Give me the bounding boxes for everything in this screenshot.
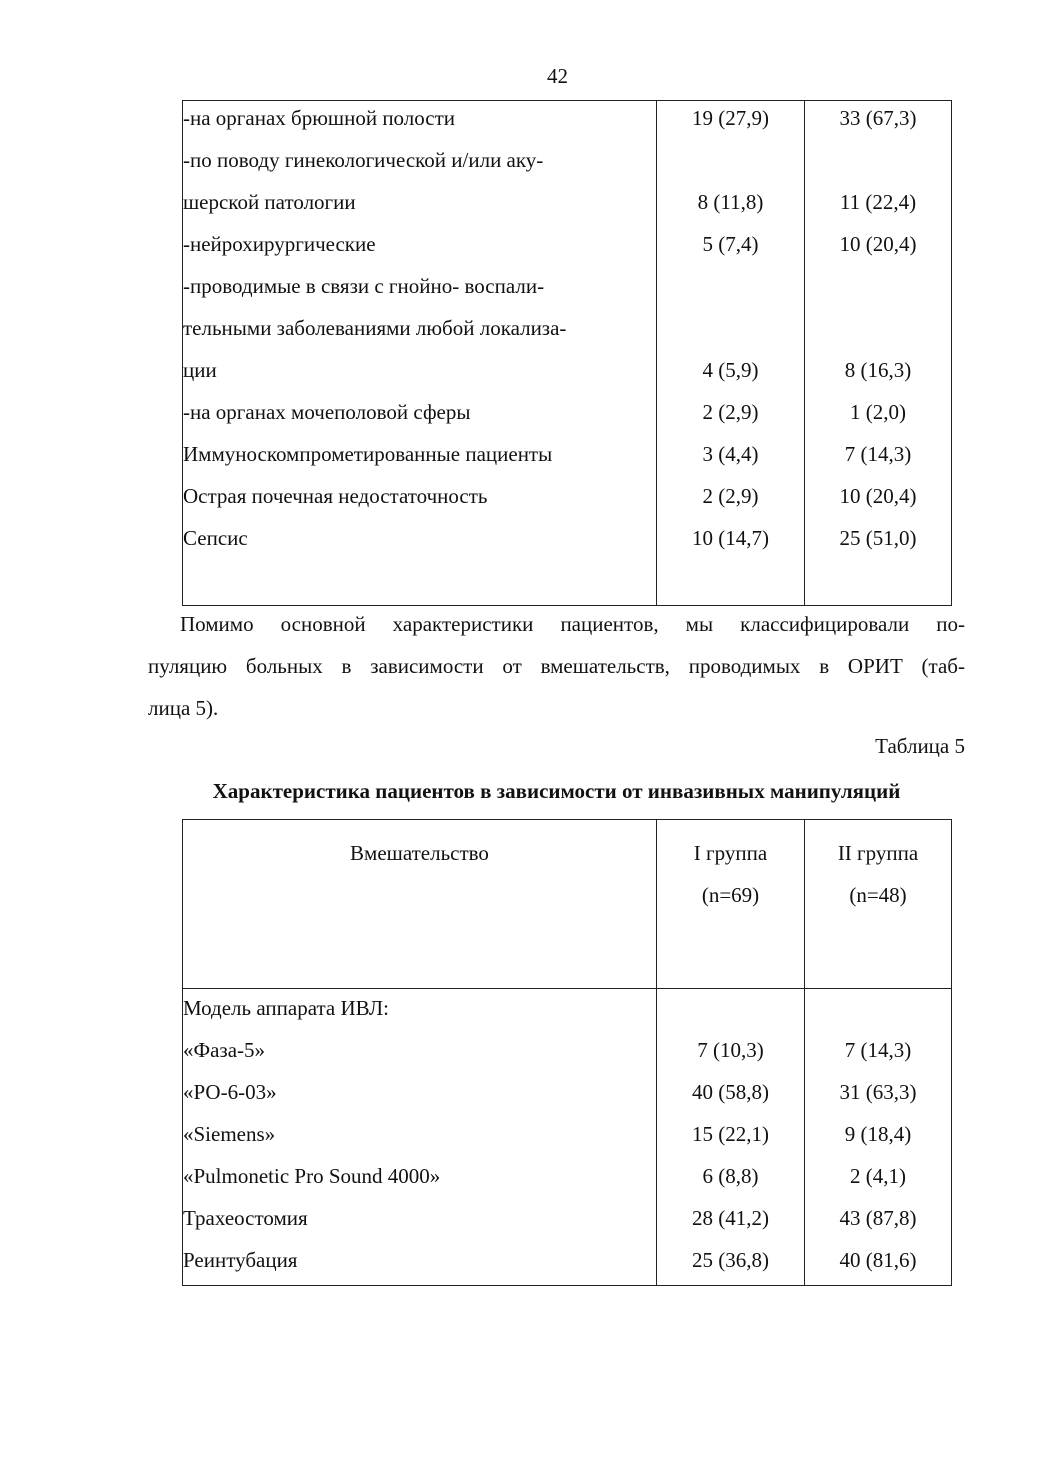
group1-value: 6 (8,8) xyxy=(702,1164,759,1188)
group1-value: 2 (2,9) xyxy=(702,484,759,508)
row-label: -на органах мочеполовой сферы xyxy=(183,400,471,424)
paragraph-line: лица 5). xyxy=(148,696,219,720)
header-label: II группа xyxy=(837,841,919,865)
spacer xyxy=(657,311,804,353)
group1-value: 3 (4,4) xyxy=(702,442,759,466)
row-label: Реинтубация xyxy=(183,1248,298,1272)
spacer xyxy=(805,991,951,1033)
spacer xyxy=(805,269,951,311)
group2-value: 11 (22,4) xyxy=(839,190,917,214)
group1-value: 28 (41,2) xyxy=(692,1206,769,1230)
row-label: «Pulmonetic Pro Sound 4000» xyxy=(183,1164,441,1188)
group2-value: 31 (63,3) xyxy=(839,1080,917,1104)
spacer xyxy=(805,563,951,605)
group1-value: 5 (7,4) xyxy=(702,232,759,256)
header-group1 xyxy=(657,820,805,989)
table-title: Характеристика пациентов в зависимости от инвазивных манипуляций xyxy=(212,779,901,803)
spacer xyxy=(183,563,656,605)
table-row xyxy=(183,101,952,606)
table-caption: Таблица 5 xyxy=(875,734,965,758)
group1-value: 10 (14,7) xyxy=(692,526,769,550)
spacer xyxy=(805,311,951,353)
spacer xyxy=(657,269,804,311)
header-label: I группа xyxy=(693,841,768,865)
row-label: ции xyxy=(183,358,217,382)
table-5 xyxy=(182,819,952,1286)
header-intervention xyxy=(183,820,657,989)
group1-value: 8 (11,8) xyxy=(697,190,764,214)
group2-values xyxy=(805,989,952,1286)
group2-value: 10 (20,4) xyxy=(839,484,917,508)
row-label: Иммуноскомпрометированные пациенты xyxy=(183,442,553,466)
group2-value: 43 (87,8) xyxy=(839,1206,917,1230)
header-label: (n=69) xyxy=(701,883,760,907)
group2-value: 7 (14,3) xyxy=(844,1038,912,1062)
group2-value: 40 (81,6) xyxy=(839,1248,917,1272)
row-label: «Siemens» xyxy=(183,1122,276,1146)
header-label: (n=48) xyxy=(849,883,907,907)
group1-value: 25 (36,8) xyxy=(692,1248,769,1272)
group2-value: 25 (51,0) xyxy=(839,526,917,550)
table-header-row xyxy=(183,820,952,989)
group2-value: 2 (4,1) xyxy=(850,1164,906,1188)
row-label: -по поводу гинекологической и/или аку- xyxy=(183,148,544,172)
row-label: -проводимые в связи с гнойно- воспали- xyxy=(183,274,545,298)
row-label: Острая почечная недостаточность xyxy=(183,484,488,508)
row-labels xyxy=(183,989,657,1286)
row-label: «Фаза-5» xyxy=(183,1038,266,1062)
section-label: Модель аппарата ИВЛ: xyxy=(183,996,389,1020)
header-label: Вмешательство xyxy=(350,841,489,865)
group2-value: 33 (67,3) xyxy=(839,106,917,130)
table-row xyxy=(183,989,952,1286)
row-label: -нейрохирургические xyxy=(183,232,376,256)
body-paragraph xyxy=(148,603,965,729)
spacer xyxy=(657,143,804,185)
row-label: тельными заболеваниями любой локализа- xyxy=(183,316,567,340)
row-label: -на органах брюшной полости xyxy=(183,106,456,130)
group2-value: 9 (18,4) xyxy=(844,1122,912,1146)
group1-value: 4 (5,9) xyxy=(702,358,759,382)
row-labels xyxy=(183,101,657,606)
table-continuation xyxy=(182,100,952,606)
spacer xyxy=(805,143,951,185)
group2-value: 10 (20,4) xyxy=(839,232,917,256)
group1-values xyxy=(657,989,805,1286)
group2-value: 1 (2,0) xyxy=(850,400,906,424)
group1-values xyxy=(657,101,805,606)
page-number: 42 xyxy=(547,64,568,88)
row-label: Трахеостомия xyxy=(183,1206,308,1230)
row-label: «РО-6-03» xyxy=(183,1080,277,1104)
group1-value: 15 (22,1) xyxy=(692,1122,769,1146)
row-label: шерской патологии xyxy=(183,190,356,214)
spacer xyxy=(657,991,804,1033)
group1-value: 40 (58,8) xyxy=(692,1080,769,1104)
group1-value: 19 (27,9) xyxy=(692,106,769,130)
row-label: Сепсис xyxy=(183,526,248,550)
group2-values xyxy=(805,101,952,606)
group1-value: 2 (2,9) xyxy=(702,400,759,424)
spacer xyxy=(657,563,804,605)
group2-value: 7 (14,3) xyxy=(844,442,912,466)
group2-value: 8 (16,3) xyxy=(844,358,912,382)
header-group2 xyxy=(805,820,952,989)
paragraph-line: пуляцию больных в зависимости от вмешательств, проводимых в ОРИТ (таб- xyxy=(148,654,965,678)
group1-value: 7 (10,3) xyxy=(697,1038,764,1062)
paragraph-line: Помимо основной характеристики пациентов, мы классифицировали по- xyxy=(180,612,965,636)
